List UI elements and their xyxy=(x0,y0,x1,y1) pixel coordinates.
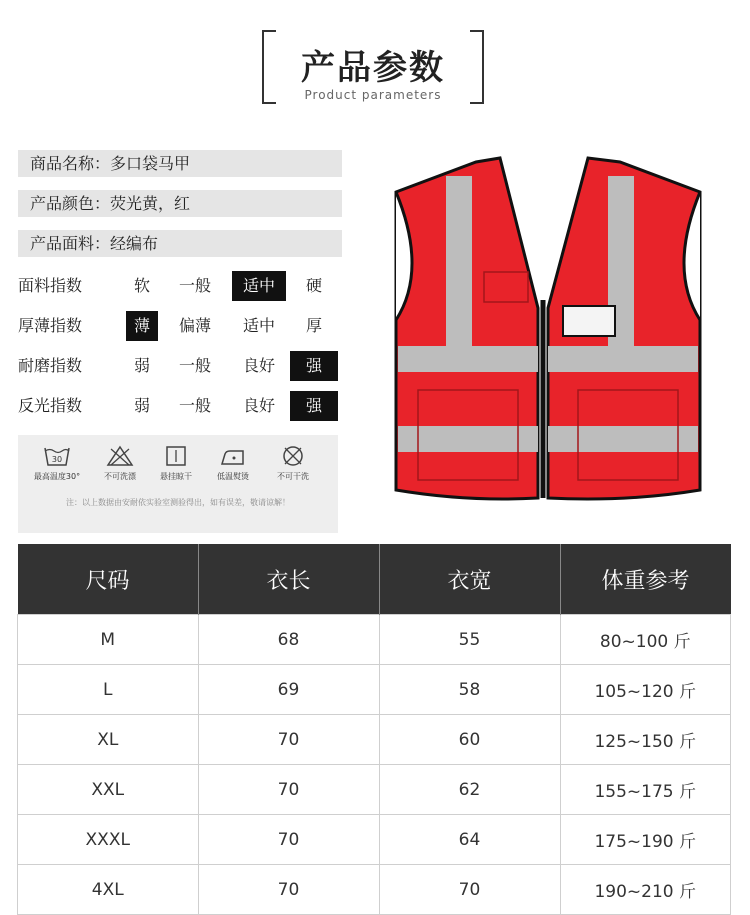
info-color-label: 产品颜色： xyxy=(30,194,111,213)
care-item-bleach xyxy=(93,445,147,482)
index-option: 偏薄 xyxy=(178,316,211,335)
vest-image xyxy=(388,150,708,520)
info-color-value: 荧光黄，红 xyxy=(110,194,191,213)
index-option: 一般 xyxy=(178,356,211,375)
size-table-header xyxy=(18,544,731,615)
care-label-iron: 低温熨烫 xyxy=(217,472,249,481)
index-label: 面料指数 xyxy=(18,276,83,295)
cell-length: 70 xyxy=(198,815,379,865)
index-option: 弱 xyxy=(133,356,150,375)
cell-width: 55 xyxy=(379,615,560,665)
table-row xyxy=(18,615,731,665)
section-header xyxy=(262,30,484,104)
size-table xyxy=(17,544,731,915)
care-item-hang xyxy=(149,445,203,482)
cell-weight: 175~190 斤 xyxy=(560,815,731,865)
cell-width: 62 xyxy=(379,765,560,815)
index-option: 弱 xyxy=(133,396,150,415)
care-item-dryclean xyxy=(266,445,320,482)
index-option-selected: 适中 xyxy=(232,271,286,301)
info-fabric-value: 经编布 xyxy=(110,234,159,253)
cell-weight: 80~100 斤 xyxy=(560,615,731,665)
index-label: 厚薄指数 xyxy=(18,316,83,335)
cell-size: L xyxy=(18,665,199,715)
care-item-wash xyxy=(30,445,84,482)
low-iron-icon xyxy=(219,445,247,467)
cell-width: 64 xyxy=(379,815,560,865)
header-weight: 体重参考 xyxy=(560,544,731,615)
no-bleach-icon xyxy=(106,445,134,467)
index-row-wear xyxy=(18,351,348,381)
info-fabric-label: 产品面料： xyxy=(30,234,111,253)
hang-dry-icon xyxy=(162,445,190,467)
index-option-selected: 强 xyxy=(290,391,338,421)
cell-width: 58 xyxy=(379,665,560,715)
index-option: 适中 xyxy=(242,316,275,335)
header-width: 衣宽 xyxy=(379,544,560,615)
index-option: 一般 xyxy=(178,396,211,415)
table-row xyxy=(18,715,731,765)
index-option: 一般 xyxy=(178,276,211,295)
page-title: 产品参数 xyxy=(301,48,445,88)
cell-size: M xyxy=(18,615,199,665)
header-length: 衣长 xyxy=(198,544,379,615)
cell-weight: 155~175 斤 xyxy=(560,765,731,815)
index-option-selected: 强 xyxy=(290,351,338,381)
index-option-selected: 薄 xyxy=(126,311,158,341)
care-label-wash: 最高温度30° xyxy=(33,472,81,481)
cell-size: XXL xyxy=(18,765,199,815)
care-note: 注：以上数据由安耐依实验室测验得出，如有误差，敬请谅解！ xyxy=(66,498,290,507)
table-row xyxy=(18,765,731,815)
cell-size: 4XL xyxy=(18,865,199,915)
cell-length: 69 xyxy=(198,665,379,715)
index-option: 良好 xyxy=(242,396,275,415)
index-label: 反光指数 xyxy=(18,396,83,415)
page-subtitle: Product parameters xyxy=(299,88,448,102)
care-item-iron xyxy=(206,445,260,482)
index-row-fabric xyxy=(18,271,348,301)
cell-weight: 125~150 斤 xyxy=(560,715,731,765)
info-color xyxy=(18,190,342,217)
index-option: 软 xyxy=(133,276,150,295)
care-panel xyxy=(18,435,338,533)
info-name xyxy=(18,150,342,177)
cell-width: 60 xyxy=(379,715,560,765)
index-option: 良好 xyxy=(242,356,275,375)
cell-size: XL xyxy=(18,715,199,765)
header-size: 尺码 xyxy=(18,544,199,615)
cell-length: 70 xyxy=(198,765,379,815)
cell-length: 70 xyxy=(198,865,379,915)
table-row xyxy=(18,815,731,865)
cell-length: 70 xyxy=(198,715,379,765)
table-row xyxy=(18,665,731,715)
index-label: 耐磨指数 xyxy=(18,356,83,375)
wash-30-icon xyxy=(43,445,71,467)
index-option: 硬 xyxy=(305,276,322,295)
wash-temp: 30 xyxy=(51,455,63,464)
info-fabric xyxy=(18,230,342,257)
care-label-dryclean: 不可干洗 xyxy=(277,472,309,481)
no-dry-clean-icon xyxy=(279,445,307,467)
index-row-reflect xyxy=(18,391,348,421)
care-label-hang: 悬挂晾干 xyxy=(160,472,192,481)
care-label-bleach: 不可洗漂 xyxy=(104,472,136,481)
cell-weight: 190~210 斤 xyxy=(560,865,731,915)
cell-size: XXXL xyxy=(18,815,199,865)
cell-weight: 105~120 斤 xyxy=(560,665,731,715)
index-option: 厚 xyxy=(305,316,322,335)
table-row xyxy=(18,865,731,915)
info-name-label: 商品名称： xyxy=(30,154,111,173)
index-row-thickness xyxy=(18,311,348,341)
cell-width: 70 xyxy=(379,865,560,915)
cell-length: 68 xyxy=(198,615,379,665)
info-name-value: 多口袋马甲 xyxy=(110,154,191,173)
